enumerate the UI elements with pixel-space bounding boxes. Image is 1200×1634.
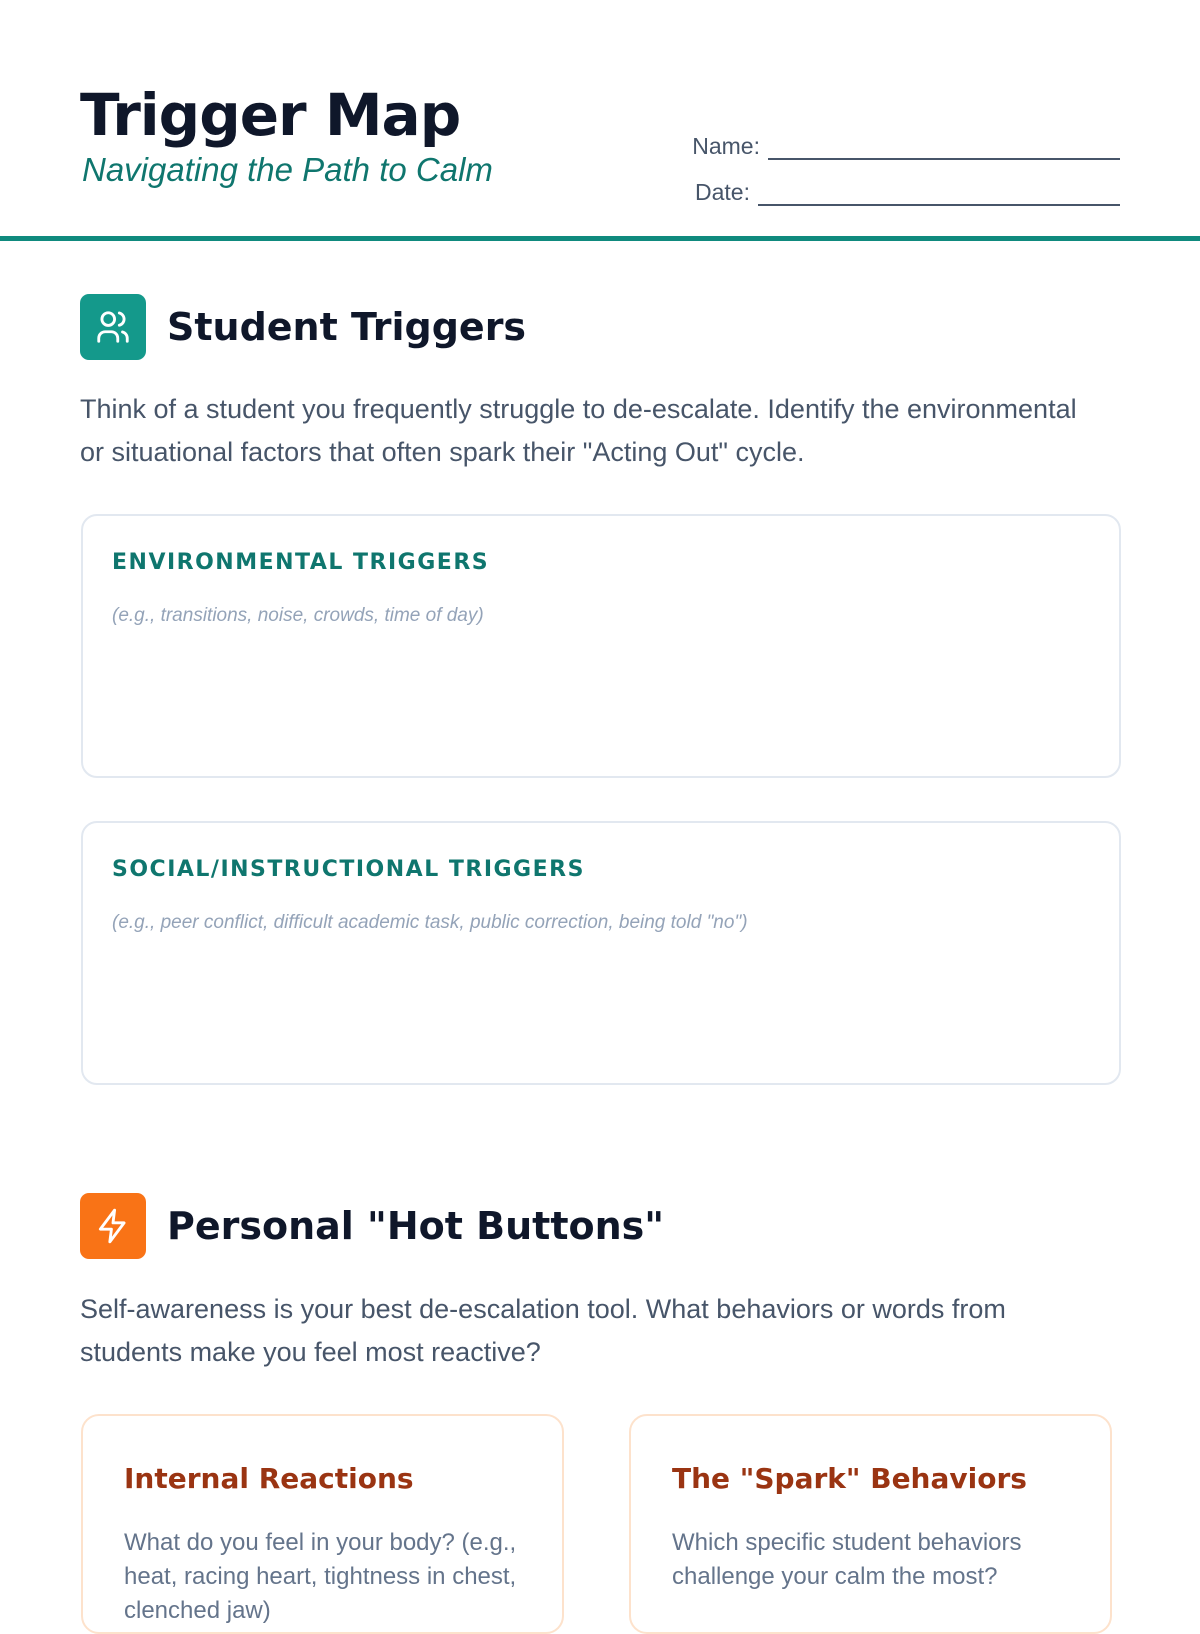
social-instructional-triggers-box[interactable] — [81, 821, 1121, 1085]
page-subtitle: Navigating the Path to Calm — [82, 151, 493, 188]
box-hint: (e.g., transitions, noise, crowds, time of day) — [112, 605, 484, 626]
hot-buttons-heading — [80, 1193, 664, 1259]
box-hint: (e.g., peer conflict, difficult academic task, public correction, being told "no") — [112, 912, 748, 933]
page-title: Trigger Map — [80, 81, 461, 149]
internal-reactions-card[interactable] — [81, 1414, 564, 1634]
card-body: What do you feel in your body? (e.g., heat, racing heart, tightness in chest, clenched jaw) — [124, 1529, 517, 1624]
date-row — [690, 160, 1120, 206]
student-triggers-heading — [80, 294, 526, 360]
name-field[interactable] — [768, 136, 1120, 160]
section-title: Student Triggers — [167, 305, 527, 349]
name-label: Name: — [692, 133, 760, 159]
date-label: Date: — [695, 179, 750, 205]
card-body: Which specific student behaviors challenge your calm the most? — [672, 1529, 1022, 1590]
spark-behaviors-card[interactable] — [629, 1414, 1112, 1634]
users-icon — [80, 294, 146, 360]
box-label: ENVIRONMENTAL TRIGGERS — [112, 550, 490, 575]
lightning-bolt-icon — [80, 1193, 146, 1259]
name-row — [690, 114, 1120, 160]
environmental-triggers-box[interactable] — [81, 514, 1121, 778]
section-title: Personal "Hot Buttons" — [167, 1204, 665, 1248]
section-intro: Self-awareness is your best de-escalation tool. What behaviors or words from students make you feel most reactive? — [80, 1294, 1006, 1367]
card-title: Internal Reactions — [124, 1462, 414, 1495]
card-title: The "Spark" Behaviors — [672, 1462, 1027, 1495]
page-header — [0, 0, 1200, 241]
date-field[interactable] — [758, 182, 1120, 206]
meta-fields — [690, 114, 1120, 206]
box-label: SOCIAL/INSTRUCTIONAL TRIGGERS — [112, 857, 585, 882]
section-intro: Think of a student you frequently struggle to de-escalate. Identify the environmental or situational factors that often spark their "Acting Out" cycle. — [80, 394, 1077, 467]
